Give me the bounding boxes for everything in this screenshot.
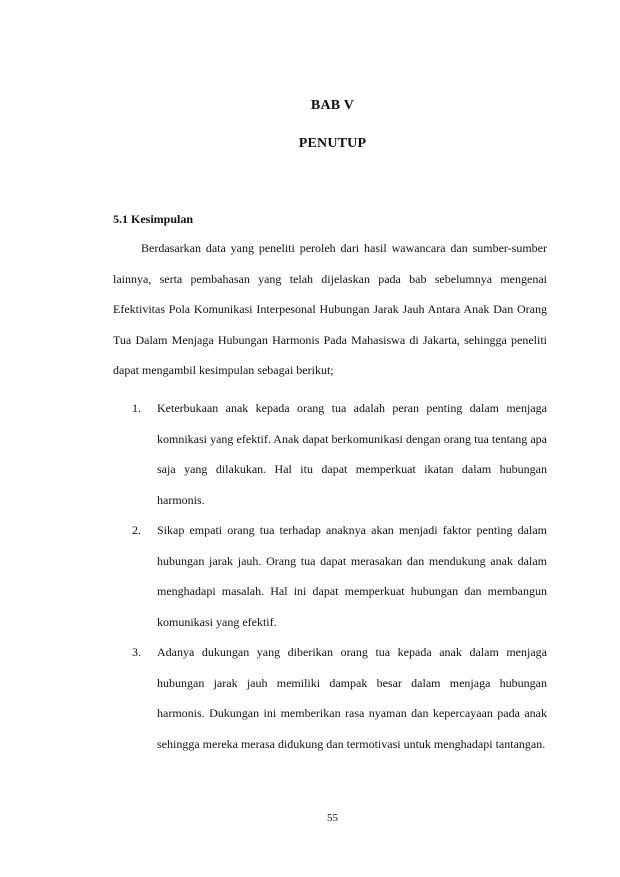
chapter-title: PENUTUP [298,136,367,151]
list-item [0,637,620,759]
chapter-heading: BAB V [310,98,355,113]
intro-paragraph [113,233,547,386]
list-item-number: 2. [132,523,141,537]
list-item-number: 1. [132,401,141,415]
page-number: 55 [327,812,338,824]
list-item-text: Adanya dukungan yang diberikan orang tua kepada anak dalam menjaga hubungan jarak jauh memiliki dampak besar dalam menjaga hubungan harmonis. Dukungan ini memberikan rasa nyaman dan kepercayaan pada anak sehingga mereka merasa didukung dan termotivasi untuk menghadapi tantangan. [157,645,547,751]
intro-paragraph-text: Berdasarkan data yang peneliti peroleh dari hasil wawancara dan sumber-sumber lainnya, serta pembahasan yang telah dijelaskan pada bab sebelumnya mengenai Efektivitas Pola Komunikasi Interpesonal Hubungan Jarak Jauh Antara Anak Dan Orang Tua Dalam Menjaga Hubungan Harmonis Pada Mahasiswa di Jakarta, sehingga peneliti dapat mengambil kesimpulan sebagai berikut; [113,241,547,377]
list-item-text: Keterbukaan anak kepada orang tua adalah peran penting dalam menjaga komnikasi yang efektif. Anak dapat berkomunikasi dengan orang tua tentang apa saja yang dilakukan. Hal itu dapat memperkuat ikatan dalam hubungan harmonis. [157,401,547,507]
list-item [0,393,620,515]
list-item-text: Sikap empati orang tua terhadap anaknya akan menjadi faktor penting dalam hubungan jarak jauh. Orang tua dapat merasakan dan mendukung anak dalam menghadapi masalah. Hal ini dapat memperkuat hubungan dan membangun komunikasi yang efektif. [157,523,547,629]
conclusion-list [0,393,620,759]
list-item [0,515,620,637]
list-item-number: 3. [132,645,141,659]
section-heading: 5.1 Kesimpulan [113,212,194,226]
